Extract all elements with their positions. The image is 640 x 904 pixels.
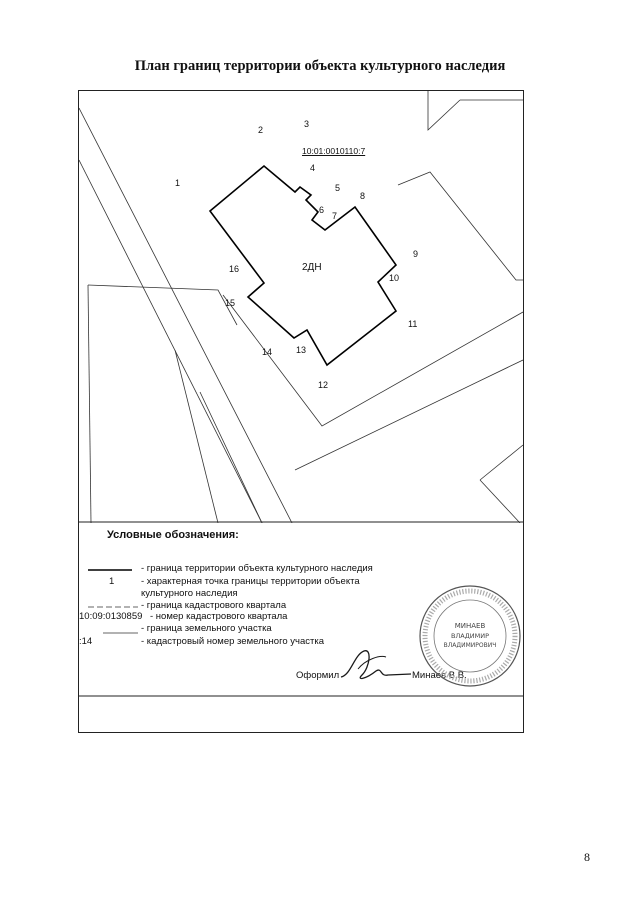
point-label-11: 11 (408, 319, 418, 329)
legend-parcel-number-symbol: :14 (79, 636, 93, 647)
point-label-2: 2 (258, 125, 264, 135)
legend-item-characteristic-point: - характерная точка границы территории объекта (141, 576, 360, 587)
page-number: 8 (584, 850, 590, 864)
stamp-text-3: ВЛАДИМИРОВИЧ (443, 642, 497, 649)
parcel-line (480, 445, 523, 480)
parcel-line (480, 480, 520, 523)
building-label: 2ДН (302, 262, 322, 273)
parcel-line (398, 172, 523, 280)
signature-label: Оформил (296, 670, 340, 681)
document-title: План границ территории объекта культурного наследия (134, 58, 506, 74)
street-line (88, 285, 237, 325)
signature-mark (336, 645, 416, 685)
legend-point-symbol: 1 (109, 576, 115, 587)
street-line (175, 350, 218, 523)
point-label-1: 1 (175, 178, 181, 188)
legend-item-quarter-boundary: - граница кадастрового квартала (141, 600, 287, 611)
parcel-line (428, 91, 460, 130)
legend-item-parcel-boundary: - граница земельного участка (141, 623, 272, 634)
point-label-5: 5 (335, 183, 341, 193)
point-label-13: 13 (296, 345, 307, 355)
cadastral-number-label: 10:01:0010110:7 (302, 146, 366, 156)
street-line (200, 392, 262, 523)
legend-title: Условные обозначения: (107, 529, 239, 541)
street-line (88, 285, 91, 523)
point-label-16: 16 (229, 264, 240, 274)
signature-name: Минаев В.В. (412, 670, 467, 681)
street-line (79, 160, 262, 523)
stamp-text-2: ВЛАДИМИР (450, 632, 490, 640)
point-label-9: 9 (413, 249, 419, 259)
legend-symbols (85, 560, 145, 660)
legend-quarter-number-symbol: 10:09:0130859 (79, 611, 143, 622)
boundary-map (79, 91, 523, 523)
legend-item-quarter-number: - номер кадастрового квартала (150, 611, 288, 622)
point-label-15: 15 (225, 298, 236, 308)
point-label-7: 7 (332, 211, 338, 221)
point-label-10: 10 (389, 273, 400, 283)
point-label-14: 14 (262, 347, 273, 357)
legend-item-characteristic-point-cont: культурного наследия (141, 588, 238, 599)
point-label-6: 6 (319, 205, 325, 215)
legend-item-parcel-number: - кадастровый номер земельного участка (141, 636, 325, 647)
point-label-12: 12 (318, 380, 329, 390)
point-label-8: 8 (360, 191, 366, 201)
legend-item-heritage-boundary: - граница территории объекта культурного наследия (141, 563, 373, 574)
point-label-4: 4 (310, 163, 316, 173)
stamp-text-1: МИНАЕВ (454, 622, 486, 630)
point-label-3: 3 (304, 119, 310, 129)
seal-stamp (416, 582, 524, 690)
